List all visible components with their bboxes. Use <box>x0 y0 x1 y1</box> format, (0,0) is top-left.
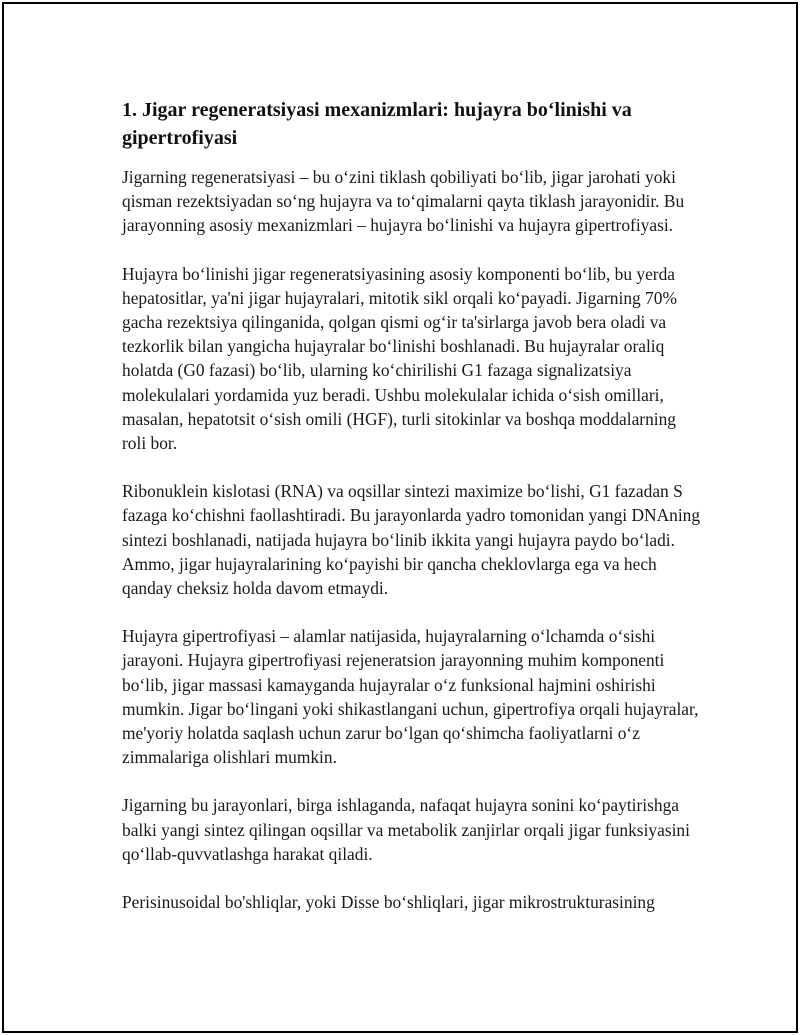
paragraph-combined-processes: Jigarning bu jarayonlari, birga ishlaganda, nafaqat hujayra sonini ko‘paytirishga balki yangi sintez qilingan oqsillar va metabolik zanjirlar orqali jigar funksiyasini qo‘llab-quvvatlashga harakat qiladi. <box>122 795 690 864</box>
document-title: 1. Jigar regeneratsiyasi mexanizmlari: hujayra bo‘linishi va gipertrofiyasi <box>122 99 632 149</box>
page-frame <box>2 2 798 1033</box>
paragraph-intro: Jigarning regeneratsiyasi – bu o‘zini tiklash qobiliyati bo‘lib, jigar jarohati yoki qisman rezektsiyadan so‘ng hujayra va to‘qimalarni qayta tiklash jarayonidir. Bu jarayonning asosiy mexanizmlari – hujayra bo‘linishi va hujayra gipertrofiyasi. <box>122 167 685 236</box>
paragraph-perisinusoidal: Perisinusoidal bo'shliqlar, yoki Disse bo‘shliqlari, jigar mikrostrukturasining <box>122 892 655 913</box>
paragraph-rna-synthesis: Ribonuklein kislotasi (RNA) va oqsillar sintezi maximize bo‘lishi, G1 fazadan S fazaga ko‘chishni faollashtiradi. Bu jarayonlarda yadro tomonidan yangi DNAning sintezi boshlanadi, natijada hujayra bo‘linib ikkita yangi hujayra paydo bo‘ladi. Ammo, jigar hujayralarining ko‘payishi bir qancha cheklovlarga ega va hech qanday cheksiz holda davom etmaydi. <box>122 481 701 599</box>
document-body <box>122 96 702 938</box>
paragraph-hypertrophy: Hujayra gipertrofiyasi – alamlar natijasida, hujayralarning o‘lchamda o‘sishi jarayoni. Hujayra gipertrofiyasi rejeneratsion jarayonning muhim komponenti bo‘lib, jigar massasi kamayganda hujayralar o‘z funksional hajmini oshirishi mumkin. Jigar bo‘lingani yoki shikastlangani uchun, gipertrofiya orqali hujayralar, me'yoriy holatda saqlash uchun zarur bo‘lgan qo‘shimcha faoliyatlarni o‘z zimmalariga olishlari mumkin. <box>122 626 699 768</box>
paragraph-cell-division: Hujayra bo‘linishi jigar regeneratsiyasining asosiy komponenti bo‘lib, bu yerda hepatositlar, ya'ni jigar hujayralari, mitotik sikl orqali ko‘payadi. Jigarning 70% gacha rezektsiya qilinganida, qolgan qismi og‘ir ta'sirlarga javob bera oladi va tezkorlik bilan yangicha hujayralar bo‘linishi boshlanadi. Bu hujayralar oraliq holatda (G0 fazasi) bo‘lib, ularning ko‘chirilishi G1 fazaga signalizatsiya molekulalari yordamida yuz beradi. Ushbu molekulalar ichida o‘sish omillari, masalan, hepatotsit o‘sish omili (HGF), turli sitokinlar va boshqa moddalarning roli bor. <box>122 263 677 454</box>
